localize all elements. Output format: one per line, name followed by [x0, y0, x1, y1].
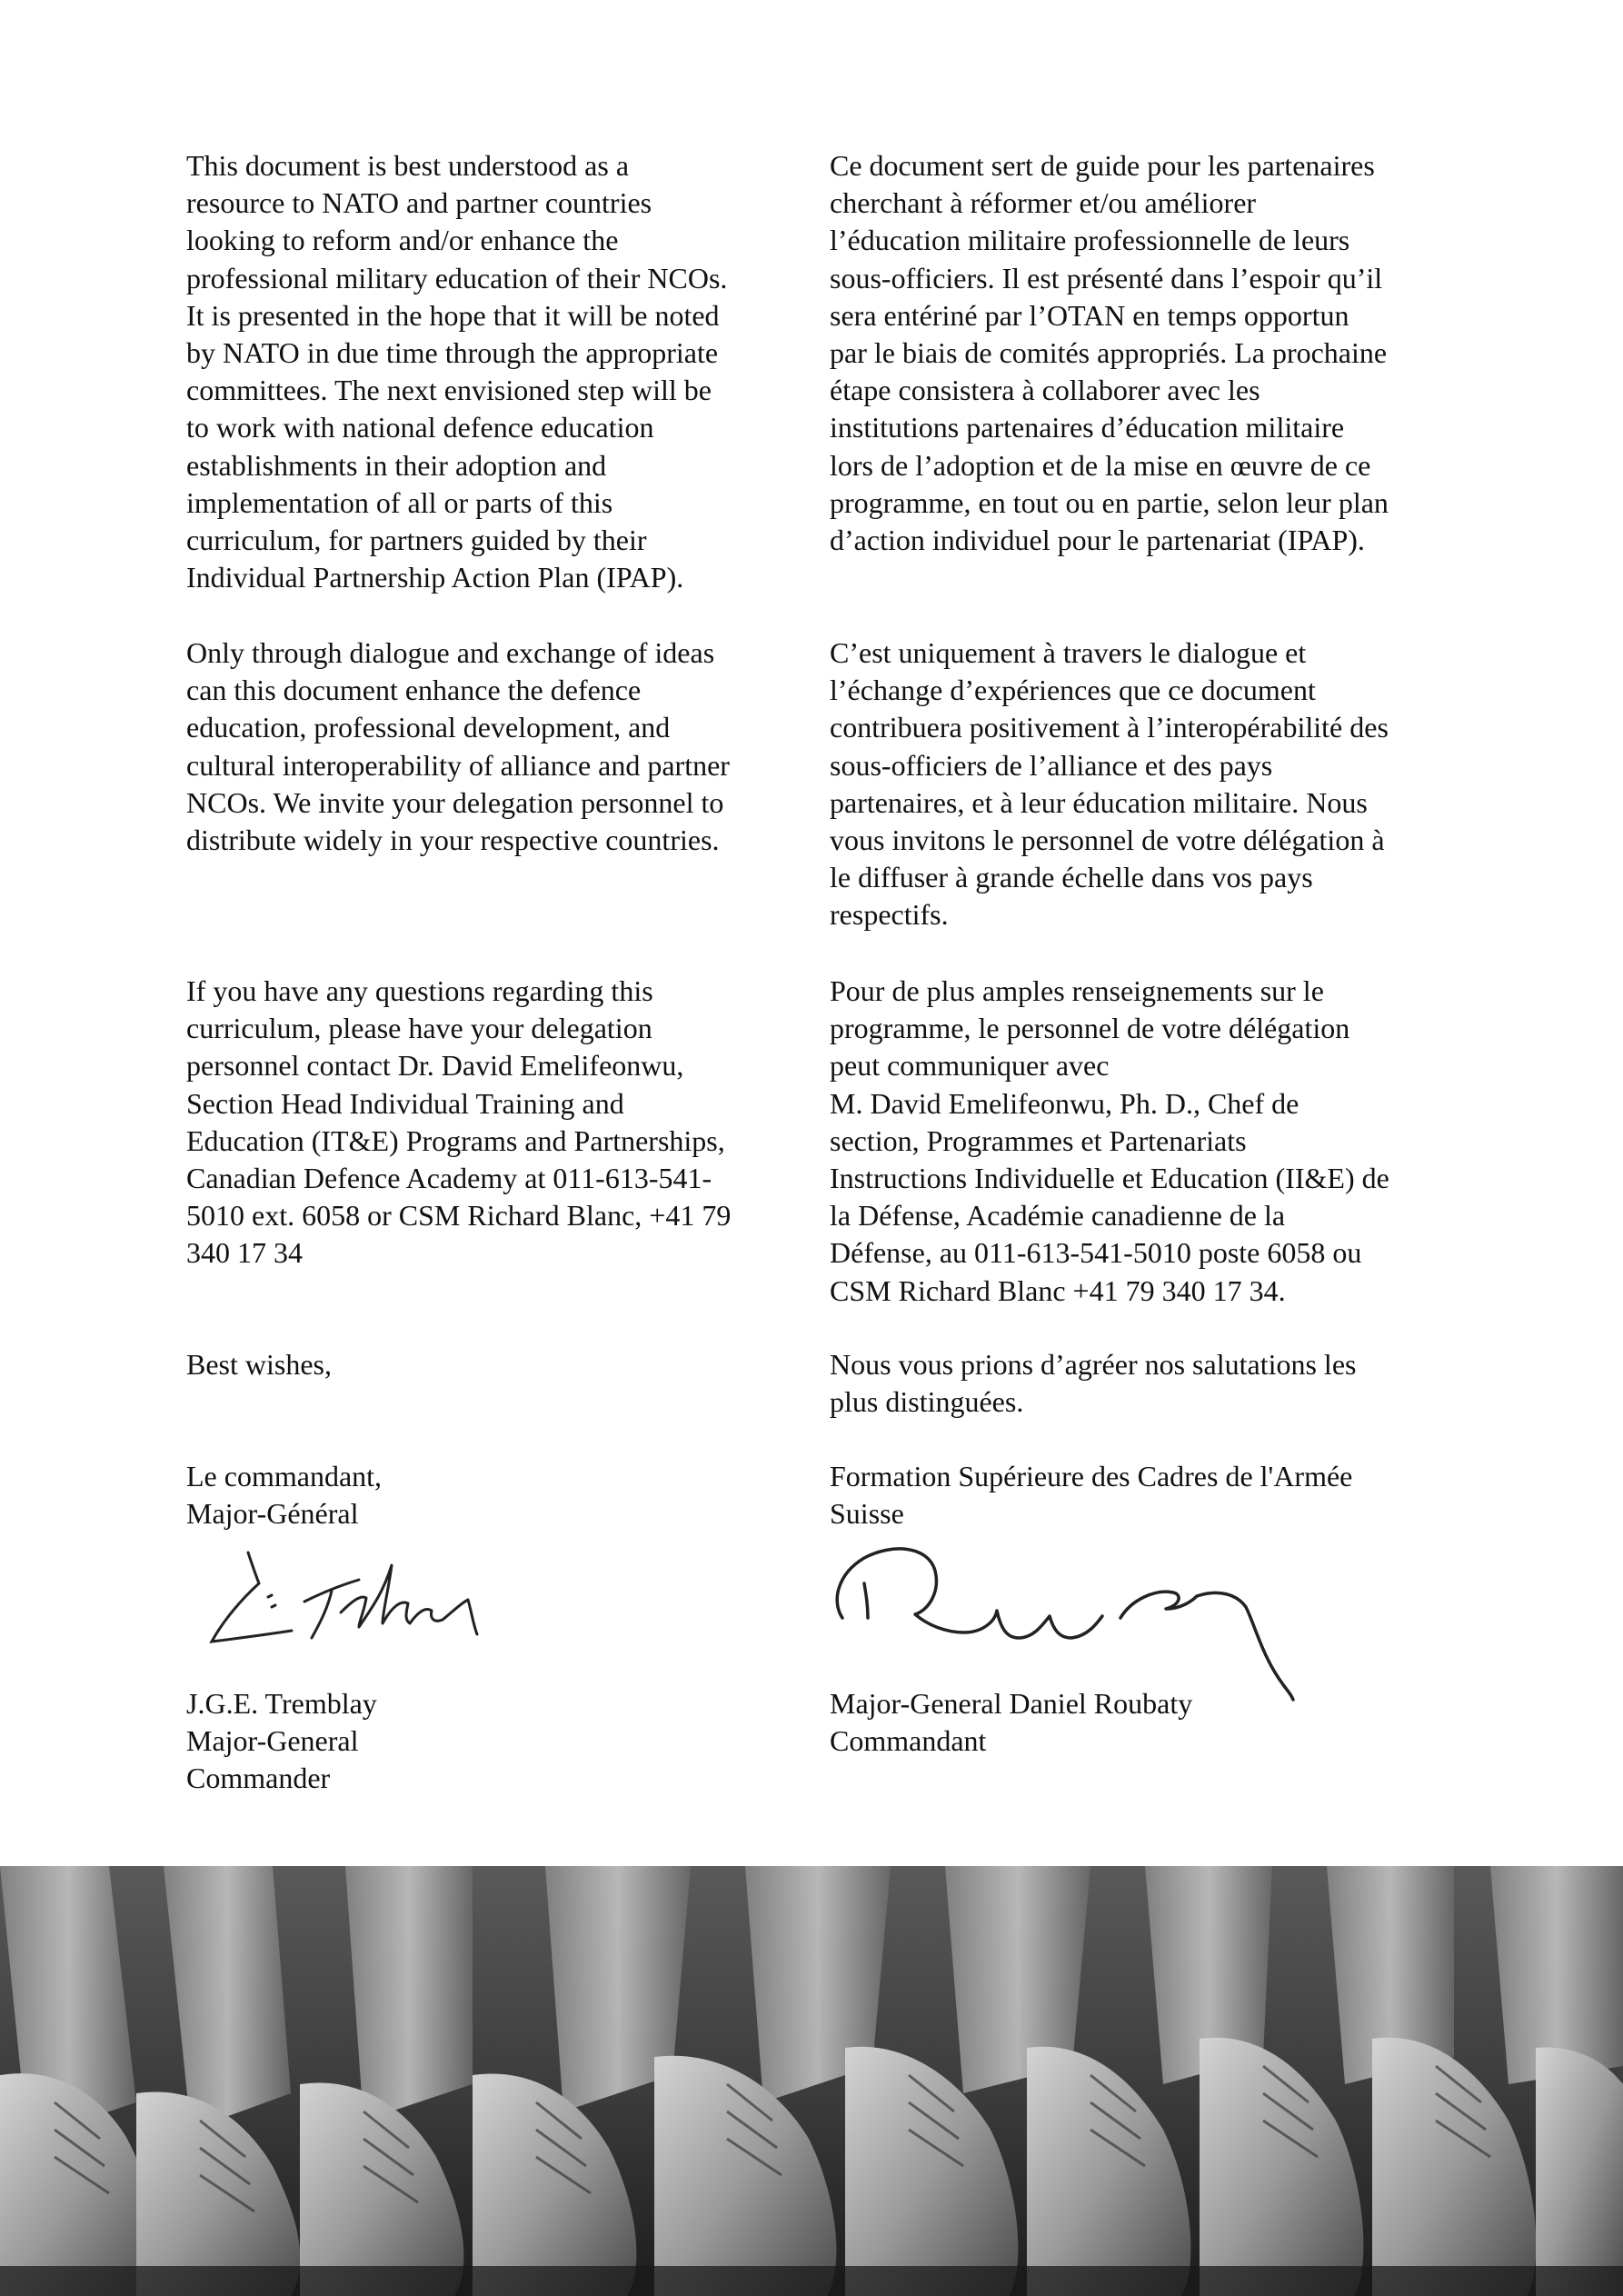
- english-closing: Best wishes,: [186, 1348, 332, 1381]
- english-contact-paragraph: If you have any questions regarding this curriculum, please have your delegation personnel contact Dr. David Emelifeonwu, Section Head Individual Training and Education (IT&E) Programs and Partnerships, Canadian Defence Academy at 011-613-541- 5010 ext. 6058 or CSM Richard Blanc, +41 79 340 17 34: [186, 974, 732, 1270]
- english-signature-name: J.G.E. Tremblay Major-General Commander: [186, 1687, 377, 1795]
- boots-image: [0, 1866, 1623, 2296]
- french-contact-paragraph: Pour de plus amples renseignements sur le programme, le personnel de votre délégation peut communiquer avec M. David Emelifeonwu, Ph. D., Chef de section, Programmes et Partenariats Instructions Individuelle et Education (II&E) de la Défense, Académie canadienne de la Défense, au 011-613-541-5010 poste 6058 ou CSM Richard Blanc +41 79 340 17 34.: [830, 974, 1389, 1307]
- french-signatory-title: Formation Supérieure des Cadres de l'Armée Suisse: [830, 1460, 1353, 1531]
- french-closing: Nous vous prions d’agréer nos salutations les plus distinguées.: [830, 1348, 1357, 1419]
- french-signature-name: Major-General Daniel Roubaty Commandant: [830, 1687, 1193, 1758]
- english-intro-paragraph: This document is best understood as a resource to NATO and partner countries looking to reform and/or enhance the professional military education of their NCOs. It is presented in the hope that it will be noted by NATO in due time through the appropriate committees. The next envisioned step will be to work with national defence education establishments in their adoption and implementation of all or parts of this curriculum, for partners guided by their Individual Partnership Action Plan (IPAP).: [186, 149, 728, 594]
- french-intro-paragraph: Ce document sert de guide pour les partenaires cherchant à réformer et/ou améliorer l’éducation militaire professionnelle de leurs sous-officiers. Il est présenté dans l’espoir qu’il sera entériné par l’OTAN en temps opportun par le biais de comités appropriés. La prochaine étape consistera à collaborer avec les institutions partenaires d’éducation militaire lors de l’adoption et de la mise en œuvre de ce programme, en tout ou en partie, selon leur plan d’action individuel pour le partenariat (IPAP).: [830, 149, 1389, 557]
- english-signatory-title: Le commandant, Major-Général: [186, 1460, 383, 1531]
- english-dialogue-paragraph: Only through dialogue and exchange of ideas can this document enhance the defence education, professional development, and cultural interoperability of alliance and partner NCOs. We invite your delegation personnel to distribute widely in your respective countries.: [186, 636, 730, 857]
- boots-photograph: [0, 1866, 1623, 2296]
- tremblay-signature: [204, 1547, 504, 1656]
- french-dialogue-paragraph: C’est uniquement à travers le dialogue et l’échange d’expériences que ce document contribuera positivement à l’interopérabilité des sous-officiers de l’alliance et des pays partenaires, et à leur éducation militaire. Nous vous invitons le personnel de votre délégation à le diffuser à grande échelle dans vos pays respectifs.: [830, 636, 1389, 932]
